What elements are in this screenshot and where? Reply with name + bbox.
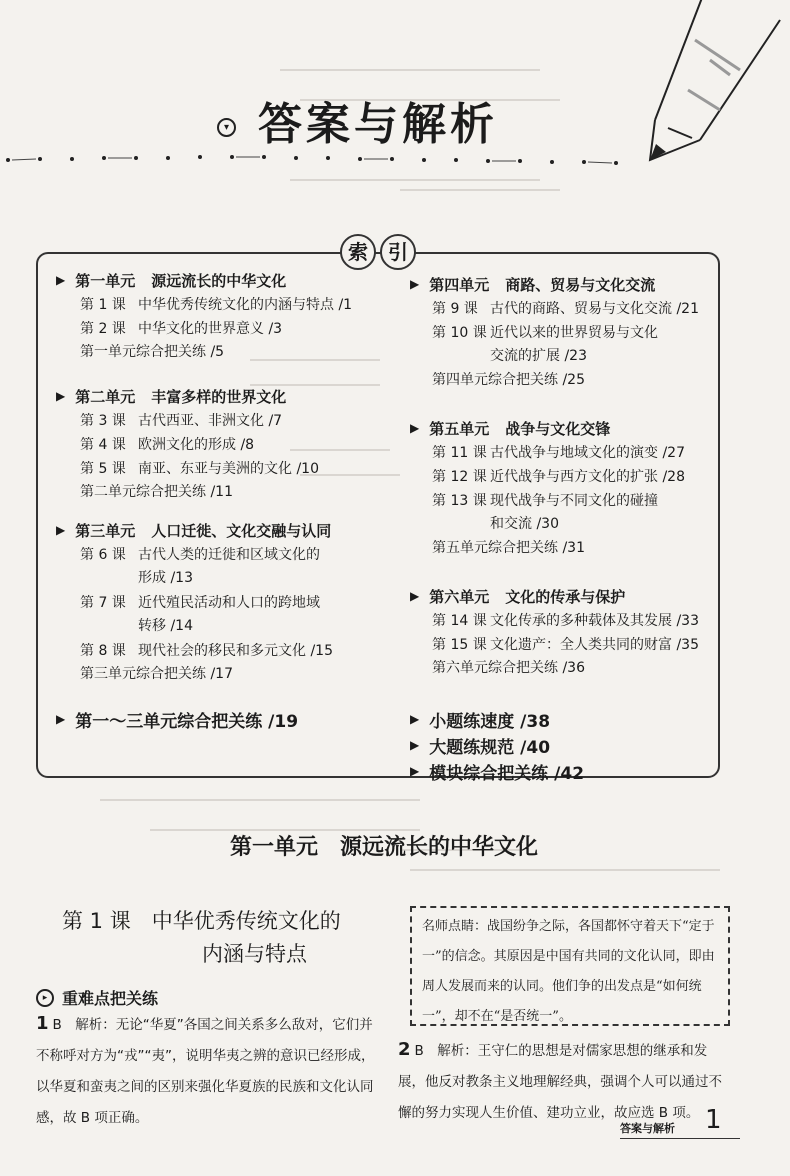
lesson-title: 古代的商路、贸易与文化交流 /21 xyxy=(490,301,699,317)
lesson-title-continued: 转移 /14 xyxy=(138,618,193,634)
index-left-column xyxy=(56,268,376,732)
unit-heading xyxy=(56,518,376,542)
lesson-title-continued: 交流的扩展 /23 xyxy=(490,348,587,364)
lesson-title: 近代以来的世界贸易与文化 xyxy=(490,325,658,341)
chevron-down-icon: ▾ xyxy=(217,118,236,137)
triangle-icon: ▶ xyxy=(410,277,420,291)
index-entry[interactable] xyxy=(432,464,710,488)
index-entry[interactable] xyxy=(80,432,376,456)
lesson-title: 现代战争与不同文化的碰撞 xyxy=(490,493,658,509)
answer-text: B 解析：无论“华夏”各国之间关系多么敌对，它们并不称呼对方为“戎”“夷”，说明华夷之辨的意识已经形成，以华夏和蛮夷之间的区别来强化华夏族的民族和文化认同感，故 B 项正确。 xyxy=(36,1017,375,1126)
unit-number: 第五单元 xyxy=(429,419,490,438)
index-entry[interactable] xyxy=(80,456,376,480)
triangle-icon: ▶ xyxy=(56,273,66,287)
lesson-number: 第 12 课 xyxy=(432,469,487,485)
index-entry-summary[interactable]: 第一单元综合把关练 /5 xyxy=(80,344,225,360)
extra-label: 大题练规范 /40 xyxy=(429,737,551,758)
footer-label: 答案与解析 xyxy=(620,1122,675,1135)
index-entry[interactable] xyxy=(432,632,710,656)
lesson-heading xyxy=(62,905,341,971)
final-review-label: 第一～三单元综合把关练 /19 xyxy=(75,711,299,732)
lesson-number: 第 4 课 xyxy=(80,437,126,453)
index-entry[interactable] xyxy=(432,296,710,320)
index-entry[interactable] xyxy=(80,408,376,432)
lesson-title: 近代战争与西方文化的扩张 /28 xyxy=(490,469,685,485)
index-entry-summary[interactable]: 第五单元综合把关练 /31 xyxy=(432,540,585,556)
lesson-title: 文化遗产：全人类共同的财富 /35 xyxy=(490,637,699,653)
unit-heading xyxy=(410,416,710,440)
triangle-icon: ▶ xyxy=(410,421,420,435)
index-entry[interactable] xyxy=(432,440,710,464)
lesson-heading-line2: 内涵与特点 xyxy=(202,942,307,966)
triangle-icon: ▶ xyxy=(56,389,66,403)
index-entry-summary[interactable]: 第四单元综合把关练 /25 xyxy=(432,372,585,388)
answer-text: B 解析：王守仁的思想是对儒家思想的继承和发展，他反对教条主义地理解经典，强调个人可以通过不懈的努力实现人生价值、建功立业，故应选 B 项。 xyxy=(398,1043,722,1121)
index-heading xyxy=(340,234,416,270)
index-entry-extra[interactable] xyxy=(410,758,710,784)
unit-name: 源远流长的中华文化 xyxy=(151,271,287,290)
answer-2 xyxy=(398,1034,734,1129)
lesson-title: 中华优秀传统文化的内涵与特点 /1 xyxy=(138,297,353,313)
index-entry[interactable] xyxy=(432,320,710,344)
key-points-label: 重难点把关练 xyxy=(62,989,159,1008)
lesson-title: 现代社会的移民和多元文化 /15 xyxy=(138,643,333,659)
unit-number: 第一单元 xyxy=(75,271,136,290)
lesson-number: 第 5 课 xyxy=(80,461,126,477)
lesson-title: 南亚、东亚与美洲的文化 /10 xyxy=(138,461,319,477)
unit-heading xyxy=(56,384,376,408)
triangle-icon: ▶ xyxy=(56,712,66,726)
extra-label: 模块综合把关练 /42 xyxy=(429,763,585,784)
lesson-number: 第 10 课 xyxy=(432,325,487,341)
unit-heading xyxy=(410,584,710,608)
index-entry[interactable] xyxy=(80,316,376,340)
page-title: 答案与解析 xyxy=(258,99,498,150)
unit-title: 第一单元 源远流长的中华文化 xyxy=(230,835,539,860)
lesson-number: 第 7 课 xyxy=(80,595,126,611)
index-heading-char: 索 xyxy=(340,234,376,270)
teacher-tip-box: 名师点睛：战国纷争之际，各国都怀守着天下“定于一”的信念。其原因是中国有共同的文化认同，即由周人发展而来的认同。他们争的出发点是“如何统一”，却不在“是否统一”。 xyxy=(410,906,730,1026)
index-entry-summary[interactable]: 第二单元综合把关练 /11 xyxy=(80,484,233,500)
index-entry[interactable] xyxy=(80,590,376,614)
answer-number: 1 xyxy=(36,1013,49,1034)
index-heading-char: 引 xyxy=(380,234,416,270)
lesson-number: 第 13 课 xyxy=(432,493,487,509)
lesson-title: 近代殖民活动和人口的跨地域 xyxy=(138,595,320,611)
unit-heading xyxy=(56,268,376,292)
index-entry[interactable] xyxy=(80,638,376,662)
lesson-title-continued: 和交流 /30 xyxy=(490,516,559,532)
unit-number: 第二单元 xyxy=(75,387,136,406)
lesson-heading-line1: 第 1 课 中华优秀传统文化的 xyxy=(62,909,341,933)
unit-number: 第三单元 xyxy=(75,521,136,540)
lesson-number: 第 11 课 xyxy=(432,445,487,461)
triangle-icon: ▶ xyxy=(410,589,420,603)
key-points-heading xyxy=(36,986,158,1009)
index-entry-summary[interactable]: 第三单元综合把关练 /17 xyxy=(80,666,233,682)
lesson-number: 第 15 课 xyxy=(432,637,487,653)
triangle-icon: ▶ xyxy=(56,523,66,537)
index-right-column xyxy=(410,272,710,784)
extra-label: 小题练速度 /38 xyxy=(429,711,551,732)
lesson-number: 第 6 课 xyxy=(80,547,126,563)
unit-number: 第六单元 xyxy=(429,587,490,606)
index-entry-final[interactable] xyxy=(56,706,376,732)
lesson-number: 第 14 课 xyxy=(432,613,487,629)
lesson-title: 古代人类的迁徙和区域文化的 xyxy=(138,547,320,563)
lesson-title: 欧洲文化的形成 /8 xyxy=(138,437,255,453)
lesson-title-continued: 形成 /13 xyxy=(138,570,193,586)
answer-number: 2 xyxy=(398,1039,411,1060)
triangle-icon: ▶ xyxy=(410,738,420,752)
lesson-title: 古代西亚、非洲文化 /7 xyxy=(138,413,283,429)
lesson-title: 古代战争与地域文化的演变 /27 xyxy=(490,445,685,461)
chevron-right-icon: ▸ xyxy=(36,989,54,1007)
unit-number: 第四单元 xyxy=(429,275,490,294)
triangle-icon: ▶ xyxy=(410,764,420,778)
lesson-title: 文化传承的多种载体及其发展 /33 xyxy=(490,613,699,629)
index-entry[interactable] xyxy=(432,488,710,512)
lesson-number: 第 3 课 xyxy=(80,413,126,429)
pencil-icon xyxy=(600,0,790,170)
page-number: 1 xyxy=(705,1105,722,1135)
index-entry[interactable] xyxy=(80,292,376,316)
unit-name: 战争与文化交锋 xyxy=(505,419,611,438)
index-entry[interactable] xyxy=(80,542,376,566)
unit-name: 文化的传承与保护 xyxy=(505,587,626,606)
lesson-number: 第 9 课 xyxy=(432,301,478,317)
lesson-number: 第 8 课 xyxy=(80,643,126,659)
index-entry[interactable] xyxy=(432,608,710,632)
lesson-number: 第 2 课 xyxy=(80,321,126,337)
unit-name: 商路、贸易与文化交流 xyxy=(505,275,656,294)
unit-name: 丰富多样的世界文化 xyxy=(151,387,287,406)
answer-1 xyxy=(36,1008,382,1134)
index-entry-summary[interactable]: 第六单元综合把关练 /36 xyxy=(432,660,585,676)
lesson-title: 中华文化的世界意义 /3 xyxy=(138,321,283,337)
index-entry-extra[interactable] xyxy=(410,732,710,758)
dotted-divider xyxy=(0,150,650,170)
unit-heading xyxy=(410,272,710,296)
unit-name: 人口迁徙、文化交融与认同 xyxy=(151,521,332,540)
triangle-icon: ▶ xyxy=(410,712,420,726)
index-entry-extra[interactable] xyxy=(410,706,710,732)
lesson-number: 第 1 课 xyxy=(80,297,126,313)
footer-rule xyxy=(620,1138,740,1139)
